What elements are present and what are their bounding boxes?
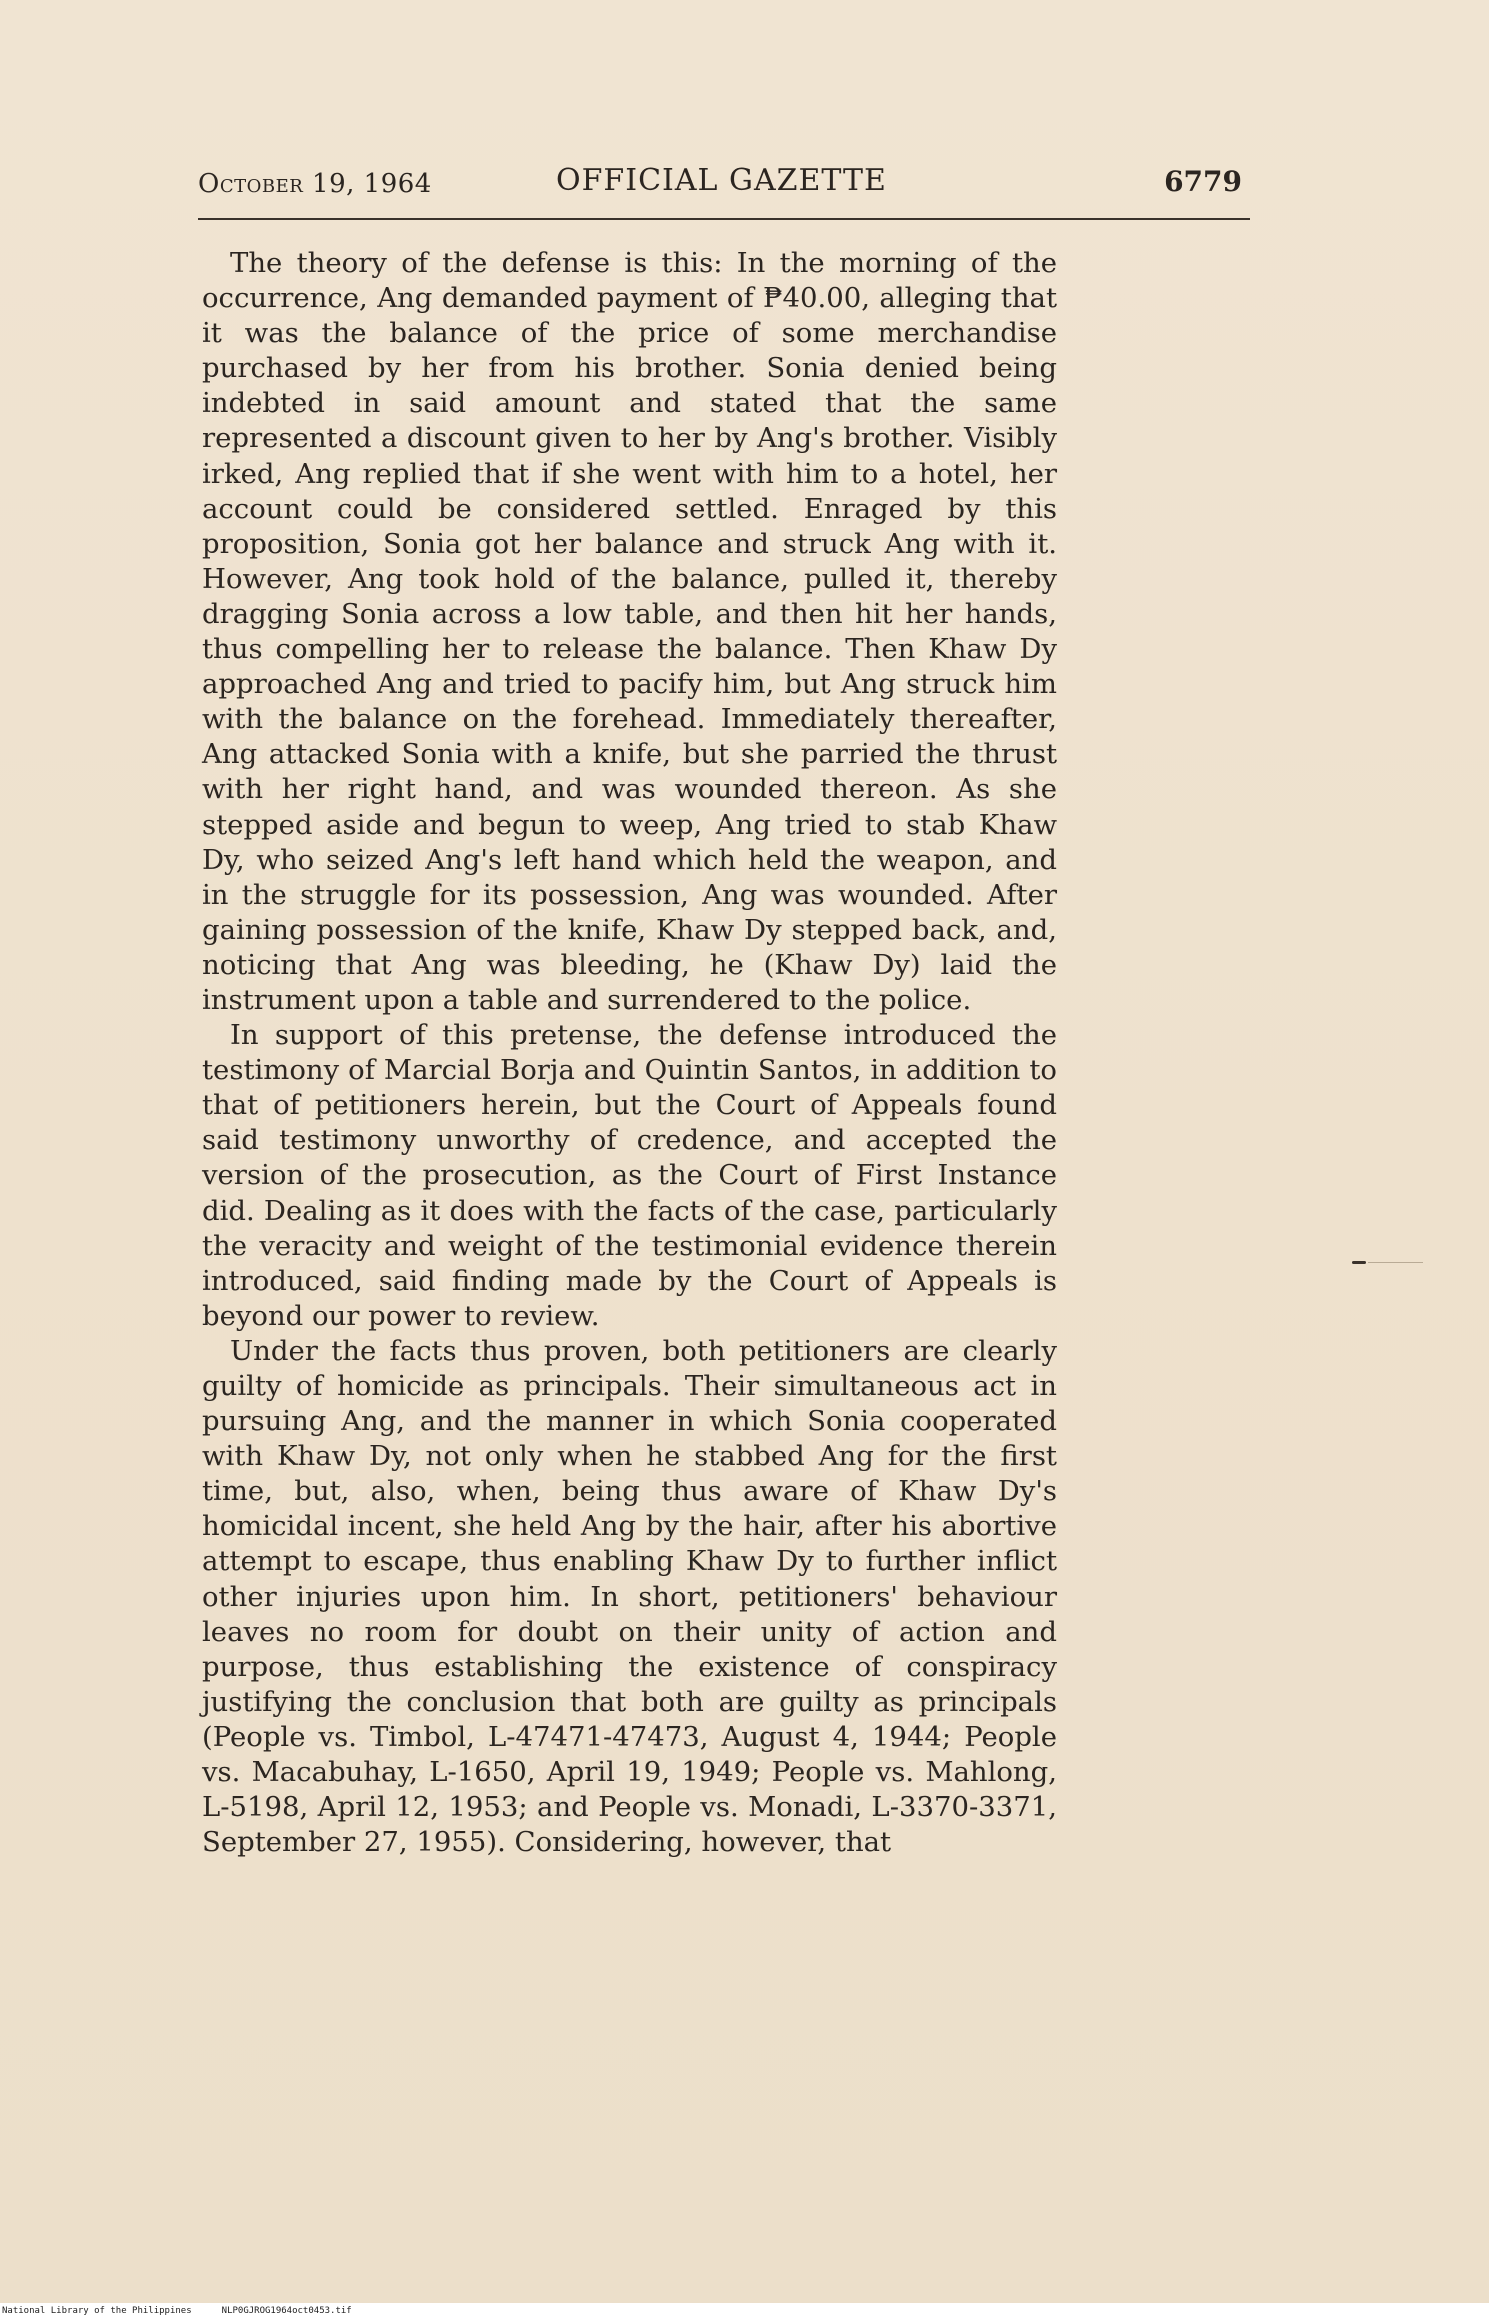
margin-mark (1352, 1261, 1366, 1264)
margin-mark-line (1368, 1262, 1423, 1263)
page-number: 6779 (1164, 165, 1242, 198)
page-header (198, 163, 1250, 203)
paragraph-conclusion: Under the facts thus proven, both petitioners are clearly guilty of homicide as principals. Their simultaneous act in pursuing Ang, and the manner in which Sonia cooperated with Khaw Dy, not only when he stabbed Ang for the first time, but, also, when, being thus aware of Khaw Dy's homicidal incent, she held Ang by the hair, after his abortive attempt to escape, thus enabling Khaw Dy to further inflict other injuries upon him. In short, petitioners' behaviour leaves no room for doubt on their unity of action and purpose, thus establishing the existence of conspiracy justifying the conclusion that both are guilty as principals (People vs. Timbol, L-47471-47473, August 4, 1944; People vs. Macabuhay, L-1650, April 19, 1949; People vs. Mahlong, L-5198, April 12, 1953; and People vs. Monadi, L-3370-3371, September 27, 1955). Considering, however, that (202, 1334, 1057, 1859)
header-date: October 19, 1964 (198, 169, 432, 199)
header-rule (198, 218, 1250, 220)
footer-file: NLP0GJROG1964oct0453.tif (221, 2306, 352, 2316)
body-text (202, 246, 1057, 1860)
footer-library: National Library of the Philippines (2, 2306, 192, 2316)
header-title: OFFICIAL GAZETTE (556, 163, 887, 198)
paragraph-defense-theory: The theory of the defense is this: In the morning of the occurrence, Ang demanded payment of ₱40.00, alleging that it was the balance of the price of some merchandise purchased by her from his brother. Sonia denied being indebted in said amount and stated that the same represented a discount given to her by Ang's brother. Visibly irked, Ang replied that if she went with him to a hotel, her account could be considered settled. Enraged by this proposition, Sonia got her balance and struck Ang with it. However, Ang took hold of the balance, pulled it, thereby dragging Sonia across a low table, and then hit her hands, thus compelling her to release the balance. Then Khaw Dy approached Ang and tried to pacify him, but Ang struck him with the balance on the forehead. Immediately thereafter, Ang attacked Sonia with a knife, but she parried the thrust with her right hand, and was wounded thereon. As she stepped aside and begun to weep, Ang tried to stab Khaw Dy, who seized Ang's left hand which held the weapon, and in the struggle for its possession, Ang was wounded. After gaining possession of the knife, Khaw Dy stepped back, and, noticing that Ang was bleeding, he (Khaw Dy) laid the instrument upon a table and surrendered to the police. (202, 247, 1057, 1016)
scan-footer (2, 2306, 382, 2316)
paragraph-defense-support: In support of this pretense, the defense introduced the testimony of Marcial Borja and Quintin Santos, in addition to that of petitioners herein, but the Court of Appeals found said testimony unworthy of credence, and accepted the version of the prosecution, as the Court of First Instance did. Dealing as it does with the facts of the case, particularly the veracity and weight of the testimonial evidence therein introduced, said finding made by the Court of Appeals is beyond our power to review. (202, 1019, 1057, 1332)
